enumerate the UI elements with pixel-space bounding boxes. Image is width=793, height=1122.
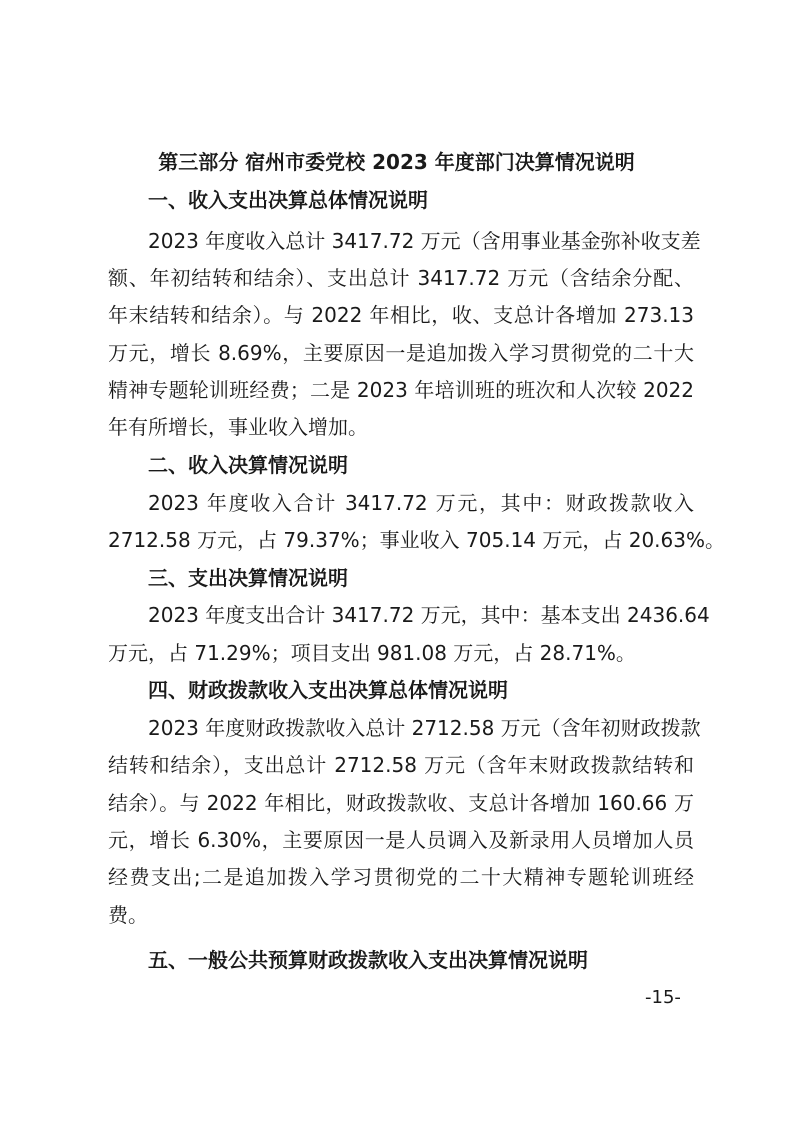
section-3-line-2: 万元，占 71.29%；项目支出 981.08 万元，占 28.71%。 xyxy=(108,641,636,665)
section-4-line-6: 费。 xyxy=(108,903,148,927)
page-number: -15- xyxy=(645,987,681,1008)
section-4-heading: 四、财政拨款收入支出决算总体情况说明 xyxy=(148,678,508,702)
section-2-line-1: 2023 年度收入合计 3417.72 万元，其中：财政拨款收入 xyxy=(148,491,694,515)
section-5-heading: 五、一般公共预算财政拨款收入支出决算情况说明 xyxy=(148,948,588,972)
section-1-line-5: 精神专题轮训班经费；二是 2023 年培训班的班次和人次较 2022 xyxy=(108,378,694,402)
section-2-heading: 二、收入决算情况说明 xyxy=(148,453,348,477)
section-1-line-4: 万元，增长 8.69%，主要原因一是追加拨入学习贯彻党的二十大 xyxy=(108,341,694,365)
section-4-line-1: 2023 年度财政拨款收入总计 2712.58 万元（含年初财政拨款 xyxy=(148,716,701,740)
section-4-line-4: 元，增长 6.30%，主要原因一是人员调入及新录用人员增加人员 xyxy=(108,828,694,852)
section-3-line-1: 2023 年度支出合计 3417.72 万元，其中：基本支出 2436.64 xyxy=(148,603,710,627)
document-title: 第三部分 宿州市委党校 2023 年度部门决算情况说明 xyxy=(158,150,635,174)
section-1-line-1: 2023 年度收入总计 3417.72 万元（含用事业基金弥补收支差 xyxy=(148,229,701,253)
section-2-line-2: 2712.58 万元，占 79.37%；事业收入 705.14 万元，占 20.63%。 xyxy=(108,528,725,552)
section-4-line-5: 经费支出;二是追加拨入学习贯彻党的二十大精神专题轮训班经 xyxy=(108,865,694,889)
section-1-line-3: 年末结转和结余）。与 2022 年相比，收、支总计各增加 273.13 xyxy=(108,303,694,327)
section-4-line-2: 结转和结余），支出总计 2712.58 万元（含年末财政拨款结转和 xyxy=(108,753,694,777)
section-1-heading: 一、收入支出决算总体情况说明 xyxy=(148,188,428,212)
section-4-line-3: 结余）。与 2022 年相比，财政拨款收、支总计各增加 160.66 万 xyxy=(108,791,694,815)
section-1-line-6: 年有所增长，事业收入增加。 xyxy=(108,415,368,439)
section-1-line-2: 额、年初结转和结余）、支出总计 3417.72 万元（含结余分配、 xyxy=(108,266,694,290)
section-3-heading: 三、支出决算情况说明 xyxy=(148,566,348,590)
